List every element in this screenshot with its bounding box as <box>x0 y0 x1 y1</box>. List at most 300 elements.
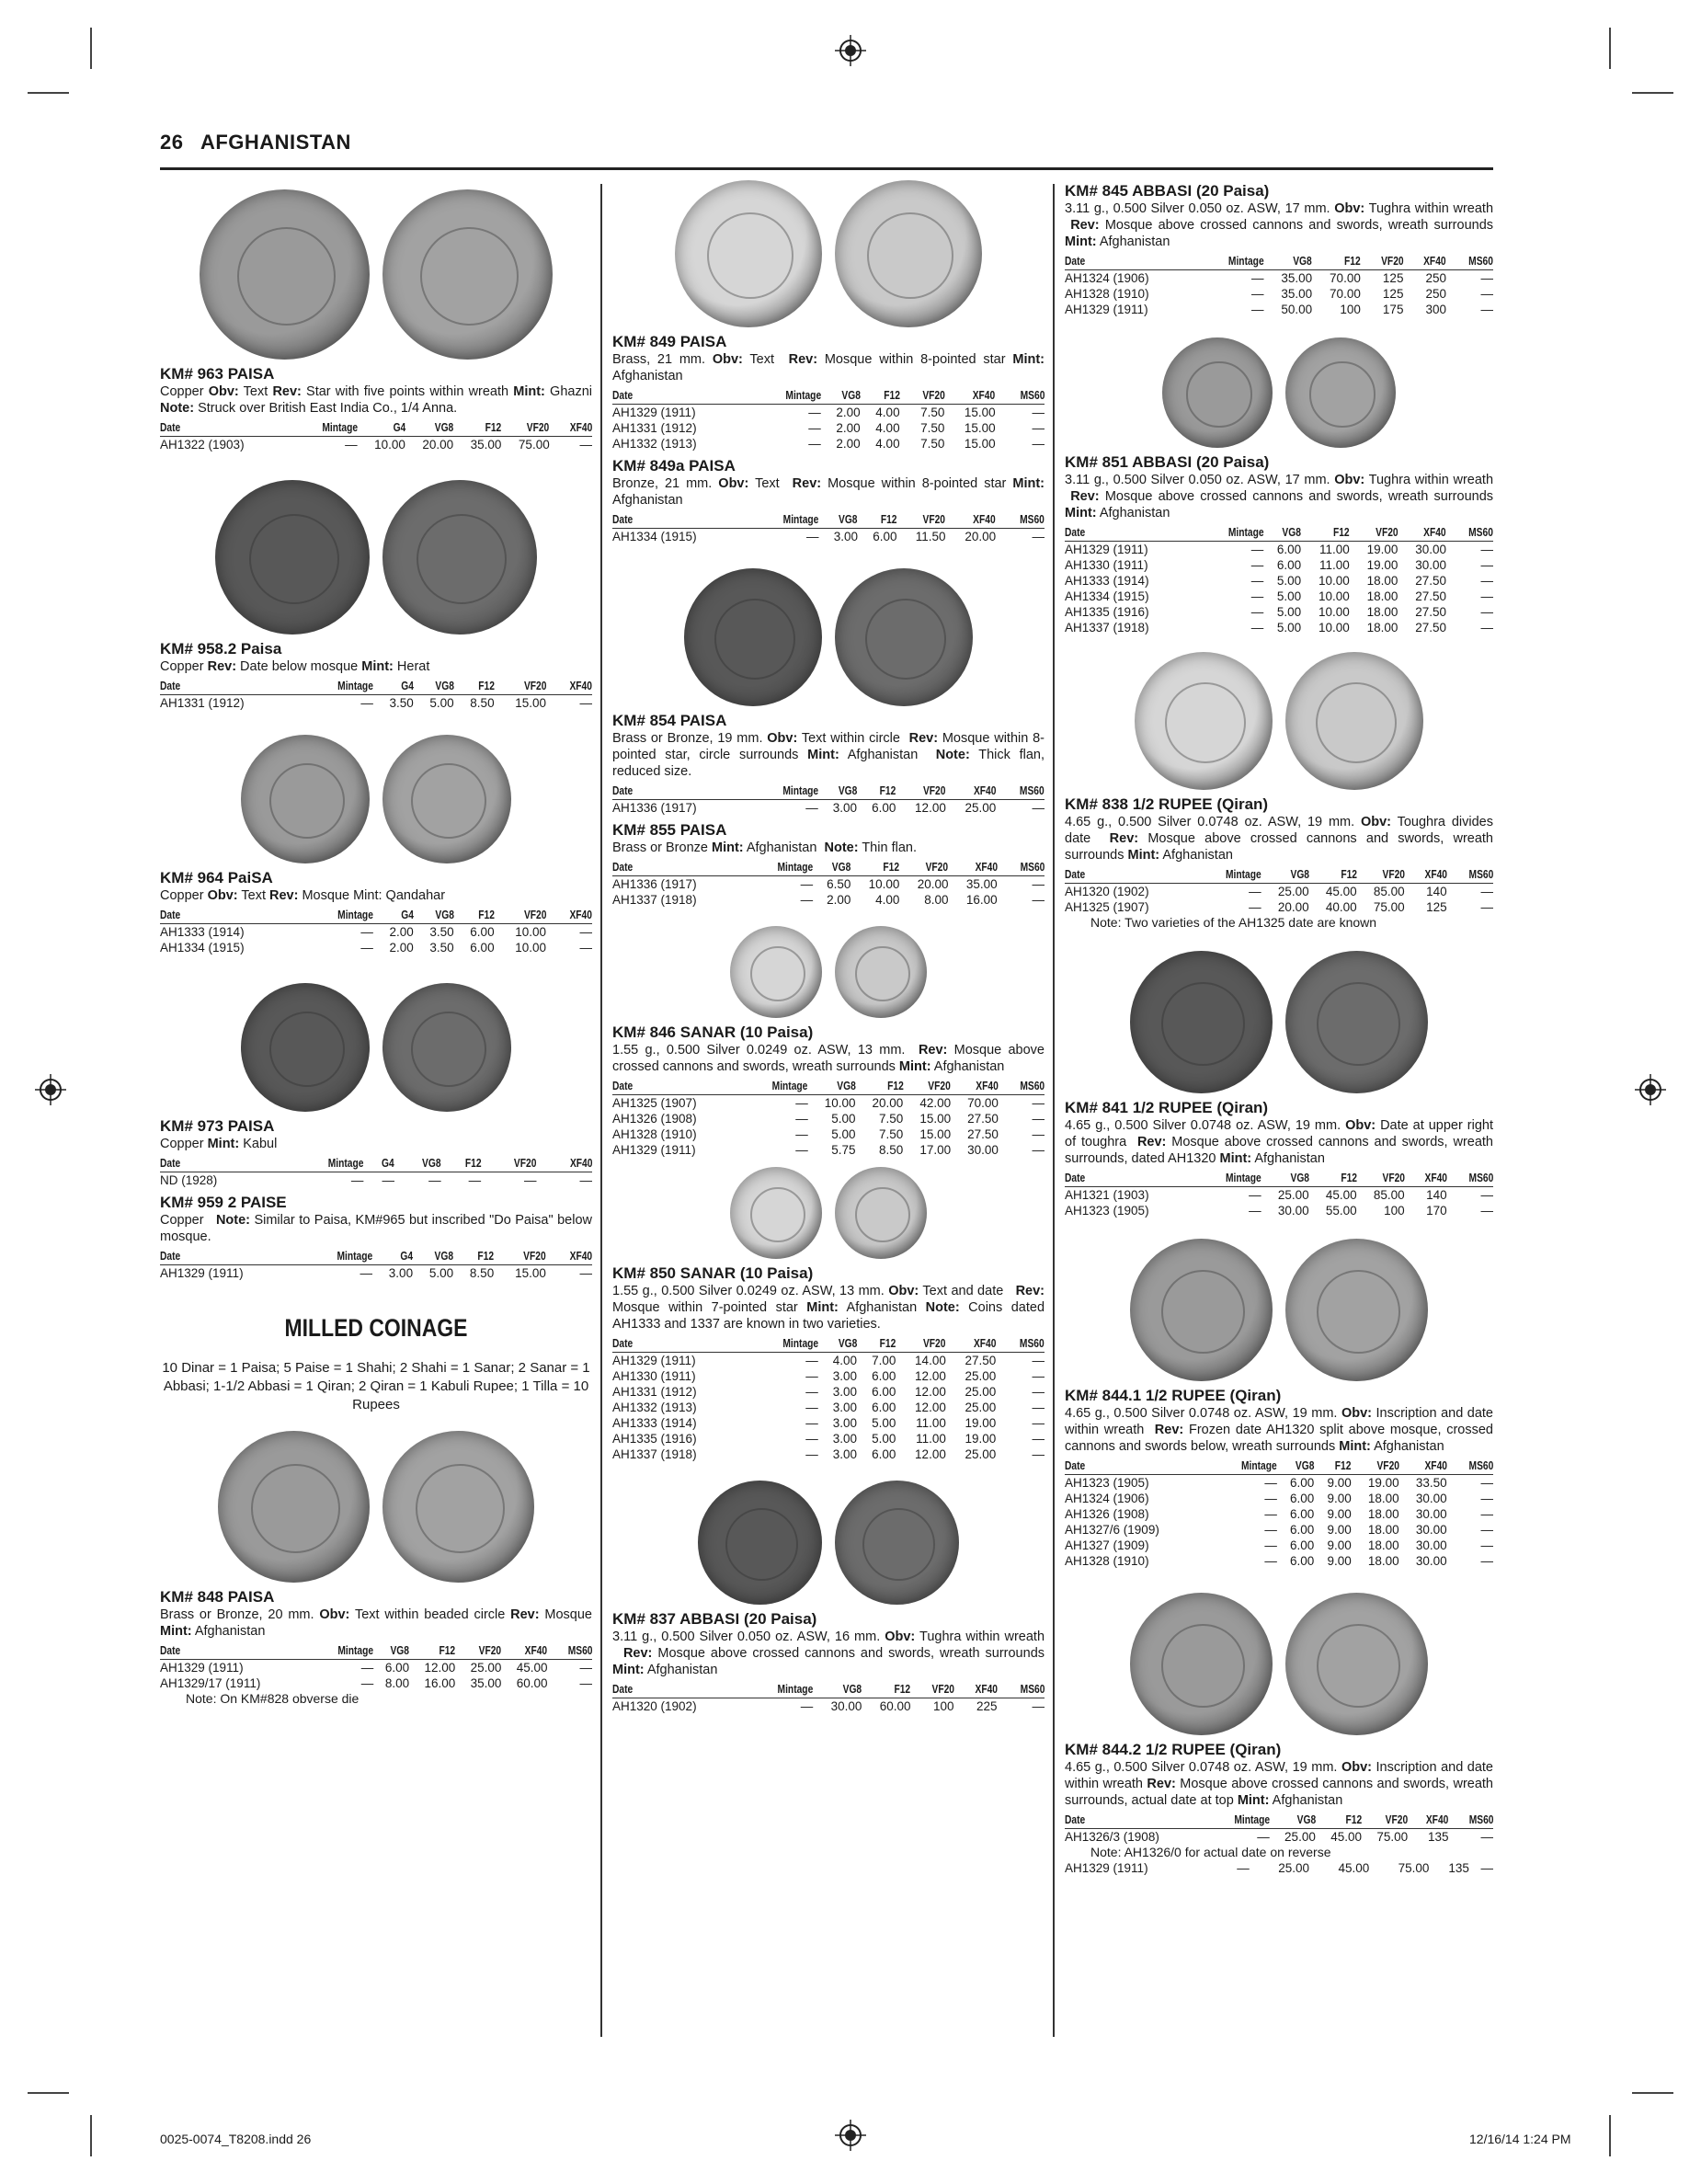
value-cell: — <box>800 1699 814 1713</box>
table-row <box>1065 557 1493 573</box>
listing-description: Brass or Bronze Mint: Afghanistan Note: Thin flan. <box>612 840 917 855</box>
value-table-header: F12 <box>1321 255 1361 270</box>
value-cell: AH1330 (1911) <box>612 1369 696 1383</box>
table-row <box>1065 1506 1493 1522</box>
value-cell: — <box>1264 1538 1277 1552</box>
value-table-header: Date <box>1065 255 1172 270</box>
value-cell: — <box>1032 437 1045 451</box>
table-row <box>160 1660 592 1676</box>
value-cell: 11.00 <box>1319 543 1350 556</box>
value-table-header: MS60 <box>1456 868 1493 884</box>
value-cell: AH1326/3 (1908) <box>1065 1830 1159 1844</box>
value-cell: 3.00 <box>832 1369 858 1383</box>
value-cell: 5.00 <box>831 1127 856 1141</box>
value-cell: — <box>1032 1127 1045 1141</box>
value-table-header: Mintage <box>761 513 819 529</box>
value-cell: 8.50 <box>470 696 495 710</box>
value-table-header: VF20 <box>908 861 949 876</box>
value-table-header: VF20 <box>463 1644 501 1660</box>
table-row <box>160 1675 592 1691</box>
value-table-header: Mintage <box>760 1337 817 1353</box>
value-table-header: MS60 <box>1004 389 1045 405</box>
listing-description: Copper Note: Similar to Paisa, KM#965 but inscribed "Do Paisa" below mosque. <box>160 1213 592 1244</box>
value-cell: 2.00 <box>389 941 414 955</box>
value-cell: 25.00 <box>470 1661 502 1675</box>
coin-obverse-image <box>1130 1593 1273 1735</box>
value-cell: — <box>345 438 358 452</box>
coin-images <box>1065 1593 1493 1735</box>
registration-mark-icon <box>835 2120 866 2151</box>
value-table-header: Date <box>612 1080 718 1095</box>
value-cell: 75.00 <box>518 438 550 452</box>
value-table-header: VF20 <box>919 1683 954 1698</box>
value-table-header: MS60 <box>1456 1459 1493 1475</box>
coin-images <box>1065 337 1493 448</box>
coin-reverse-image <box>1285 337 1396 448</box>
value-cell: 2.00 <box>836 437 861 451</box>
table-row <box>160 1265 592 1282</box>
value-cell: — <box>805 530 819 543</box>
coin-reverse-image <box>1285 1593 1428 1735</box>
page-header <box>160 131 1493 170</box>
value-cell: — <box>1480 621 1493 635</box>
value-cell: 15.00 <box>515 696 547 710</box>
value-cell: — <box>795 1127 808 1141</box>
listing-title: KM# 854 PAISA <box>612 712 727 729</box>
value-table-header: Date <box>612 389 725 405</box>
value-table-header: F12 <box>462 421 502 437</box>
value-table-header: VG8 <box>1278 1813 1316 1829</box>
value-cell: — <box>1032 530 1045 543</box>
value-table-header: XF40 <box>554 909 592 924</box>
table-row <box>1065 1860 1493 1876</box>
listing-note: Note: On KM#828 obverse die <box>186 1691 360 1706</box>
value-cell: — <box>1250 621 1264 635</box>
value-cell: 8.00 <box>384 1676 410 1690</box>
table-row <box>1065 1553 1493 1569</box>
value-cell: — <box>1032 1354 1045 1367</box>
value-cell: — <box>1032 1432 1045 1446</box>
value-cell: AH1327 (1909) <box>1065 1538 1149 1552</box>
value-table-header: Mintage <box>313 1250 372 1265</box>
value-cell: 25.00 <box>965 1447 997 1461</box>
value-cell: 20.00 <box>422 438 454 452</box>
value-table-header: VG8 <box>816 1080 855 1095</box>
value-cell: 6.00 <box>470 941 495 955</box>
value-table-header: VG8 <box>826 513 858 529</box>
value-table-header: F12 <box>462 909 495 924</box>
table-row <box>612 1353 1045 1369</box>
coin-obverse-image <box>730 926 822 1018</box>
value-cell: 300 <box>1425 303 1447 316</box>
value-cell: 18.00 <box>1366 605 1398 619</box>
value-cell: 75.00 <box>1398 1861 1430 1875</box>
value-table-header: MS60 <box>1455 255 1493 270</box>
value-table-header: Mintage <box>1208 255 1263 270</box>
value-table-header: Mintage <box>753 1080 807 1095</box>
value-table-header: VG8 <box>414 421 453 437</box>
value-table <box>1065 255 1493 317</box>
table-row <box>1065 1187 1493 1204</box>
value-table-header: Date <box>1065 1459 1184 1475</box>
value-cell: 12.00 <box>915 801 946 815</box>
value-cell: — <box>795 1143 808 1157</box>
table-row <box>160 695 592 712</box>
value-cell: 85.00 <box>1373 1188 1405 1202</box>
value-table-header: Date <box>160 1157 255 1172</box>
value-cell: 25.00 <box>1278 1861 1310 1875</box>
value-table-header: XF40 <box>1407 526 1446 542</box>
table-row <box>160 437 592 453</box>
value-table-header: F12 <box>871 1683 911 1698</box>
value-cell: — <box>360 925 373 939</box>
table-row <box>612 800 1045 817</box>
value-cell: 18.00 <box>1367 1507 1399 1521</box>
value-cell: — <box>579 925 592 939</box>
listing-description: 3.11 g., 0.500 Silver 0.050 oz. ASW, 17 mm. Obv: Tughra within wreath Rev: Mosque above crossed cannons and swords, wreath surrounds Mint: Afghanistan <box>1065 201 1494 249</box>
value-cell: 140 <box>1426 885 1447 898</box>
value-cell: AH1321 (1903) <box>1065 1188 1149 1202</box>
table-row <box>612 1384 1045 1400</box>
listing-title: KM# 845 ABBASI (20 Paisa) <box>1065 182 1270 200</box>
value-cell: 3.50 <box>429 925 454 939</box>
value-table-header: G4 <box>369 1157 394 1172</box>
column-left <box>160 177 592 1707</box>
value-cell: — <box>1257 1830 1270 1844</box>
listing-description: Copper Obv: Text Rev: Mosque Mint: Qandahar <box>160 888 446 903</box>
value-table-header: MS60 <box>1456 1813 1493 1829</box>
value-cell: 20.00 <box>1277 900 1309 914</box>
value-cell: AH1333 (1914) <box>1065 574 1149 588</box>
value-cell: 5.00 <box>429 696 454 710</box>
value-cell: 9.00 <box>1327 1523 1352 1537</box>
value-cell: — <box>1249 1204 1261 1218</box>
value-cell: AH1327/6 (1909) <box>1065 1523 1159 1537</box>
listing-description: 4.65 g., 0.500 Silver 0.0748 oz. ASW, 19 mm. Obv: Toughra divides date Rev: Mosque above crossed cannons and swords, wreath surrounds Mint: Afghanistan <box>1065 815 1494 863</box>
value-cell: AH1322 (1903) <box>160 438 245 452</box>
value-cell: 6.00 <box>1276 558 1302 572</box>
value-table-header: Mintage <box>291 1157 363 1172</box>
value-cell: 250 <box>1425 287 1447 301</box>
crop-mark <box>1609 28 1611 69</box>
value-table-header: VF20 <box>1360 1459 1399 1475</box>
value-cell: 100 <box>1340 303 1361 316</box>
value-cell: 3.50 <box>389 696 414 710</box>
value-cell: AH1332 (1913) <box>612 437 697 451</box>
listing-description: Brass or Bronze, 19 mm. Obv: Text within circle Rev: Mosque within 8-pointed star, circle surrounds Mint: Afghanistan Note: Thick flan, reduced size. <box>612 731 1045 779</box>
value-cell: 27.50 <box>1415 574 1447 588</box>
value-cell: 45.00 <box>1338 1861 1370 1875</box>
coin-obverse-image <box>675 180 822 327</box>
value-cell: AH1324 (1906) <box>1065 271 1149 285</box>
value-cell: — <box>1480 1507 1493 1521</box>
table-row <box>1065 1522 1493 1538</box>
value-cell: 2.00 <box>389 925 414 939</box>
value-cell: 60.00 <box>516 1676 548 1690</box>
value-cell: 4.00 <box>875 406 900 419</box>
value-table-header: VG8 <box>1284 1459 1314 1475</box>
value-table-header: MS60 <box>1005 513 1045 529</box>
value-cell: 170 <box>1426 1204 1447 1218</box>
value-cell: AH1332 (1913) <box>612 1401 697 1414</box>
value-cell: — <box>1250 589 1264 603</box>
value-cell: — <box>1032 877 1045 891</box>
value-table-header: VF20 <box>1358 526 1398 542</box>
value-cell: 10.00 <box>515 941 547 955</box>
value-cell: 10.00 <box>868 877 900 891</box>
value-table-header: F12 <box>1321 1459 1352 1475</box>
table-row <box>160 940 592 955</box>
coin-reverse-image <box>835 180 982 327</box>
listing-title: KM# 849a PAISA <box>612 457 736 475</box>
value-cell: 17.00 <box>919 1143 952 1157</box>
value-cell: 12.00 <box>915 1385 946 1399</box>
value-cell: 18.00 <box>1366 574 1398 588</box>
value-cell: — <box>1032 1112 1045 1126</box>
value-table-header: VG8 <box>1270 868 1309 884</box>
table-row <box>612 1446 1045 1462</box>
value-cell: 15.00 <box>515 1266 546 1280</box>
value-table-header: VF20 <box>912 1080 951 1095</box>
value-cell: 3.00 <box>832 1447 858 1461</box>
value-cell: 25.00 <box>965 1385 997 1399</box>
value-cell: — <box>579 1661 592 1675</box>
coin-images <box>160 480 592 635</box>
value-cell: AH1331 (1912) <box>612 1385 697 1399</box>
value-table <box>612 784 1045 816</box>
value-table-header: VF20 <box>908 389 944 405</box>
listing-title: KM# 851 ABBASI (20 Paisa) <box>1065 453 1270 471</box>
listing-title: KM# 963 PAISA <box>160 365 275 383</box>
value-table-header: VG8 <box>819 861 850 876</box>
crop-mark <box>1609 2115 1611 2156</box>
value-cell: 30.00 <box>1415 1554 1447 1568</box>
table-row <box>612 876 1045 893</box>
value-cell: 5.00 <box>872 1416 896 1430</box>
value-table-header: F12 <box>1318 868 1357 884</box>
value-cell: — <box>805 1447 818 1461</box>
listing-title: KM# 838 1/2 RUPEE (Qiran) <box>1065 795 1269 813</box>
value-table-header: F12 <box>867 389 899 405</box>
value-table-header: Mintage <box>314 680 373 695</box>
listing-title: KM# 959 2 PAISE <box>160 1194 287 1211</box>
value-cell: 18.00 <box>1367 1523 1399 1537</box>
value-table <box>612 389 1045 452</box>
value-cell: 12.00 <box>915 1401 946 1414</box>
value-cell: — <box>805 1432 818 1446</box>
listing-description: 1.55 g., 0.500 Silver 0.0249 oz. ASW, 13 mm. Obv: Text and date Rev: Mosque within 7-pointed star Mint: Afghanistan Note: Coins dated AH1333 and 1337 are known in two varieties. <box>612 1284 1045 1332</box>
value-cell: 8.50 <box>469 1266 495 1280</box>
value-cell: — <box>1264 1507 1277 1521</box>
value-cell: — <box>1250 605 1264 619</box>
value-cell: — <box>805 801 818 815</box>
value-cell: 16.00 <box>424 1676 456 1690</box>
value-table-header: F12 <box>448 1157 481 1172</box>
value-cell: 100 <box>1384 1204 1405 1218</box>
coin-reverse-image <box>382 1431 534 1583</box>
registration-mark-icon <box>35 1074 66 1105</box>
coin-obverse-image <box>241 735 370 863</box>
value-table-header: Date <box>160 421 267 437</box>
value-cell: 6.00 <box>872 801 896 815</box>
value-table <box>1065 526 1493 635</box>
value-table-header: VF20 <box>1365 868 1405 884</box>
value-cell: 6.00 <box>873 530 897 543</box>
value-table-header: Mintage <box>760 784 817 800</box>
table-row <box>1065 1475 1493 1492</box>
listing-title: KM# 846 SANAR (10 Paisa) <box>612 1023 814 1041</box>
value-cell: 18.00 <box>1367 1492 1399 1505</box>
value-cell: — <box>579 1676 592 1690</box>
table-row <box>1065 573 1493 589</box>
listing-description: Bronze, 21 mm. Obv: Text Rev: Mosque within 8-pointed star Mint: Afghanistan <box>612 476 1045 508</box>
table-row <box>612 405 1045 421</box>
value-cell: — <box>800 877 814 891</box>
value-cell: AH1335 (1916) <box>612 1432 697 1446</box>
value-cell: AH1328 (1910) <box>1065 1554 1149 1568</box>
value-cell: 3.00 <box>832 1416 858 1430</box>
value-table-header: VF20 <box>504 909 546 924</box>
table-row <box>612 529 1045 545</box>
value-cell: AH1325 (1907) <box>1065 900 1149 914</box>
value-cell: 8.00 <box>924 893 949 907</box>
coin-images <box>1065 951 1493 1093</box>
value-cell: AH1333 (1914) <box>160 925 245 939</box>
value-cell: AH1331 (1912) <box>612 421 697 435</box>
value-cell: — <box>1250 303 1264 316</box>
value-table-header: XF40 <box>953 389 995 405</box>
value-cell: 6.00 <box>872 1401 896 1414</box>
value-cell: — <box>1480 1492 1493 1505</box>
coin-images <box>612 568 1045 706</box>
value-cell: AH1330 (1911) <box>1065 558 1148 572</box>
table-row <box>612 1400 1045 1415</box>
value-cell: 6.00 <box>872 1369 896 1383</box>
value-cell: 225 <box>976 1699 998 1713</box>
value-table-header: Mintage <box>1206 1172 1261 1187</box>
listing-description: Copper Obv: Text Rev: Star with five points within wreath Mint: Ghazni Note: Struck over British East India Co., 1/4 Anna. <box>160 384 592 416</box>
value-cell: 11.00 <box>916 1416 946 1430</box>
value-table-continued <box>1065 1860 1493 1876</box>
value-cell: 7.50 <box>920 437 945 451</box>
value-cell: — <box>1032 1385 1045 1399</box>
coin-obverse-image <box>218 1431 370 1583</box>
value-cell: — <box>1480 885 1493 898</box>
value-table-header: F12 <box>1310 526 1350 542</box>
value-table-header: Mintage <box>762 389 820 405</box>
listing-note: Note: AH1326/0 for actual date on reverse <box>1090 1845 1331 1859</box>
value-table <box>612 513 1045 544</box>
value-table-header: VG8 <box>421 909 454 924</box>
value-cell: — <box>1032 1096 1045 1110</box>
footer-timestamp: 12/16/14 1:24 PM <box>1469 2132 1571 2146</box>
value-cell: AH1337 (1918) <box>1065 621 1149 635</box>
value-cell: 12.00 <box>424 1661 456 1675</box>
value-cell: AH1337 (1918) <box>612 893 697 907</box>
coin-images <box>612 926 1045 1018</box>
coin-obverse-image <box>730 1167 822 1259</box>
value-cell: 19.00 <box>1366 558 1398 572</box>
value-cell: 30.00 <box>1415 543 1447 556</box>
value-table-header: Mintage <box>314 909 373 924</box>
value-cell: — <box>1249 900 1261 914</box>
value-cell: — <box>1032 1447 1045 1461</box>
value-cell: 30.00 <box>1415 1507 1447 1521</box>
value-cell: 5.00 <box>1276 574 1302 588</box>
value-cell: — <box>1480 287 1493 301</box>
value-cell: 6.00 <box>1290 1538 1315 1552</box>
value-cell: 2.00 <box>836 421 861 435</box>
value-cell: — <box>1032 893 1045 907</box>
value-cell: — <box>1250 543 1264 556</box>
coin-reverse-image <box>1285 652 1423 790</box>
value-cell: 135 <box>1448 1861 1469 1875</box>
coin-obverse-image <box>1130 951 1273 1093</box>
table-row <box>1065 620 1493 635</box>
value-cell: 35.00 <box>1281 271 1313 285</box>
value-cell: 85.00 <box>1373 885 1405 898</box>
value-cell: AH1334 (1915) <box>160 941 245 955</box>
value-cell: 40.00 <box>1325 900 1357 914</box>
table-row <box>1065 884 1493 900</box>
coin-images <box>612 1481 1045 1605</box>
listing-title: KM# 855 PAISA <box>612 821 727 839</box>
value-table-header: VG8 <box>828 389 860 405</box>
value-table-header: VF20 <box>491 1157 537 1172</box>
value-cell: 30.00 <box>830 1699 862 1713</box>
value-table-header: XF40 <box>1415 1813 1448 1829</box>
listing-title: KM# 837 ABBASI (20 Paisa) <box>612 1610 817 1628</box>
footer-file: 0025-0074_T8208.indd 26 <box>160 2132 312 2146</box>
value-cell: 7.00 <box>872 1354 896 1367</box>
value-table-header: XF40 <box>954 513 996 529</box>
value-cell: — <box>805 1369 818 1383</box>
value-cell: 6.00 <box>872 1385 896 1399</box>
value-cell: AH1323 (1905) <box>1065 1204 1149 1218</box>
value-table-header: VG8 <box>1273 255 1312 270</box>
value-table-header: Mintage <box>757 861 813 876</box>
value-cell: 20.00 <box>917 877 949 891</box>
value-table-header: XF40 <box>546 1157 592 1172</box>
coin-images <box>612 180 1045 327</box>
value-cell: — <box>808 406 821 419</box>
coin-reverse-image <box>382 983 511 1112</box>
value-cell: AH1331 (1912) <box>160 696 245 710</box>
value-cell: 5.00 <box>872 1432 896 1446</box>
value-table-header: VG8 <box>1270 1172 1309 1187</box>
value-cell: 75.00 <box>1373 900 1405 914</box>
value-cell: — <box>805 1385 818 1399</box>
value-cell: — <box>1250 287 1264 301</box>
value-cell: — <box>1480 1204 1493 1218</box>
value-cell: — <box>428 1173 441 1187</box>
value-cell: AH1336 (1917) <box>612 801 697 815</box>
value-cell: — <box>805 1401 818 1414</box>
page-number: 26 <box>160 131 184 154</box>
coin-obverse-image <box>200 189 370 360</box>
table-row <box>612 892 1045 908</box>
section-heading: MILLED COINAGE <box>284 1314 468 1342</box>
coin-images <box>160 189 592 360</box>
value-table-header: VF20 <box>504 680 546 695</box>
value-cell: 14.00 <box>915 1354 946 1367</box>
value-cell: 10.00 <box>1319 589 1350 603</box>
listing-title: KM# 848 PAISA <box>160 1588 275 1606</box>
crop-mark <box>1632 2092 1673 2094</box>
value-table-header: G4 <box>380 1250 413 1265</box>
value-cell: — <box>382 1173 395 1187</box>
listing-description: Brass or Bronze, 20 mm. Obv: Text within beaded circle Rev: Mosque Mint: Afghanistan <box>160 1607 592 1639</box>
